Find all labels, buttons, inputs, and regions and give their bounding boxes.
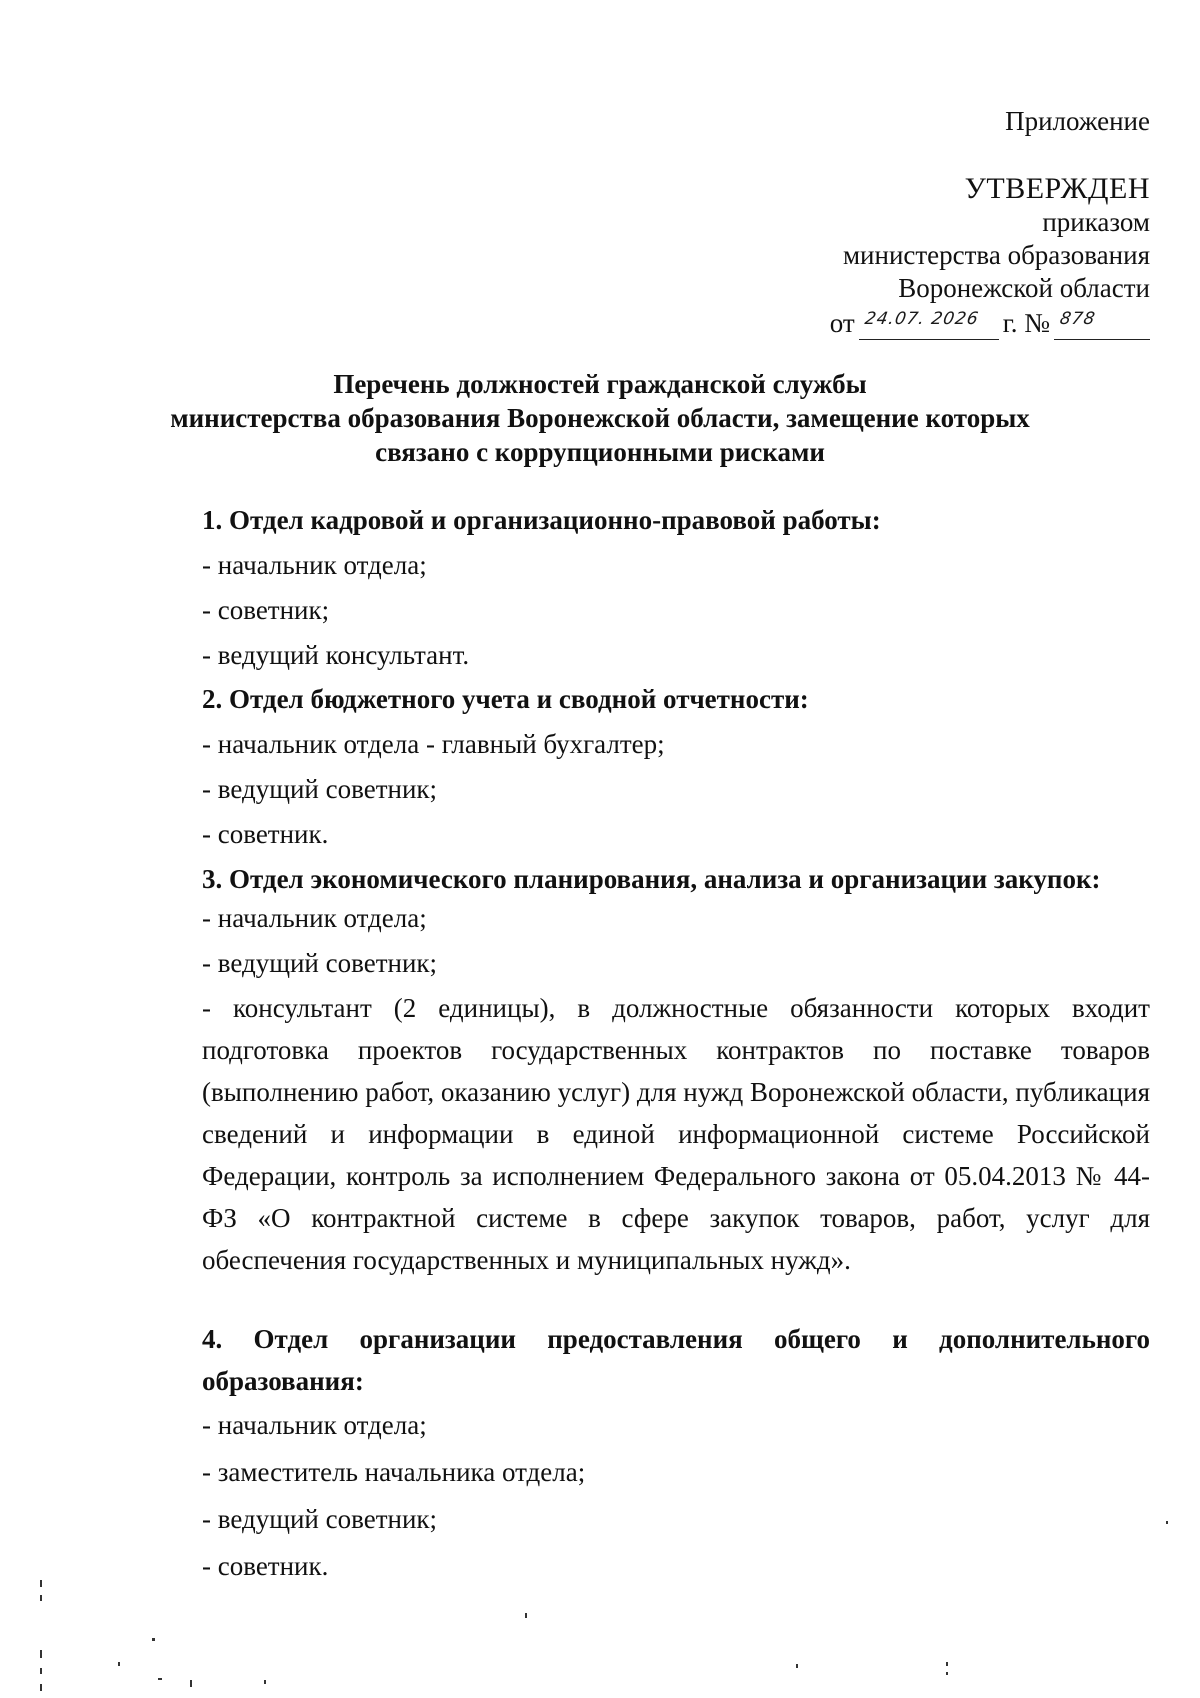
by-order-label: приказом bbox=[1042, 207, 1150, 237]
list-item: - советник. bbox=[202, 819, 329, 849]
order-from-prefix: от bbox=[829, 308, 855, 338]
scan-speck bbox=[152, 1638, 155, 1641]
scan-speck bbox=[525, 1613, 527, 1618]
order-number-handwritten: 878 bbox=[1058, 309, 1098, 329]
list-item: - советник. bbox=[202, 1551, 329, 1581]
title-line-1: Перечень должностей гражданской службы bbox=[333, 369, 867, 399]
section-2 bbox=[202, 682, 1150, 852]
approved-label: УТВЕРЖДЕН bbox=[964, 172, 1150, 205]
list-item: - ведущий советник; bbox=[202, 1504, 438, 1534]
scan-speck bbox=[158, 1678, 162, 1680]
scan-speck bbox=[40, 1684, 42, 1691]
ministry-label: министерства образования bbox=[842, 240, 1150, 270]
region-label: Воронежской области bbox=[898, 273, 1150, 303]
scan-speck bbox=[118, 1662, 120, 1666]
section-1 bbox=[202, 502, 1150, 673]
order-number-field bbox=[1054, 309, 1150, 340]
title-line-3: связано с коррупционными рисками bbox=[375, 437, 825, 467]
order-number-prefix: г. № bbox=[1002, 308, 1050, 338]
scan-speck bbox=[40, 1668, 42, 1674]
scan-speck bbox=[946, 1662, 948, 1666]
document-title bbox=[150, 367, 1050, 469]
scan-speck bbox=[946, 1672, 948, 1675]
list-item: - ведущий советник; bbox=[202, 774, 438, 804]
list-item: - ведущий советник; bbox=[202, 948, 438, 978]
list-item: - начальник отдела - главный бухгалтер; bbox=[202, 729, 665, 759]
scan-speck bbox=[190, 1680, 192, 1687]
section-heading: 4. Отдел организации предоставления общего и дополнительного образования: bbox=[202, 1324, 1150, 1396]
list-item: - ведущий консультант. bbox=[202, 640, 470, 670]
section-3 bbox=[202, 862, 1150, 1281]
order-date-field bbox=[859, 309, 999, 340]
appendix-label: Приложение bbox=[1005, 106, 1150, 136]
title-line-2: министерства образования Воронежской области, замещение которых bbox=[170, 403, 1030, 433]
list-item: - начальник отдела; bbox=[202, 1410, 427, 1440]
order-line bbox=[830, 306, 1150, 340]
list-item: - заместитель начальника отдела; bbox=[202, 1457, 586, 1487]
list-item: - начальник отдела; bbox=[202, 903, 427, 933]
scan-speck bbox=[40, 1595, 42, 1601]
scan-speck bbox=[1166, 1521, 1168, 1524]
order-date-handwritten: 24.07. 2026 bbox=[862, 309, 981, 329]
scan-speck bbox=[264, 1680, 266, 1684]
list-item: - начальник отдела; bbox=[202, 550, 427, 580]
scan-speck bbox=[40, 1650, 42, 1658]
scan-speck bbox=[796, 1664, 798, 1668]
scan-speck bbox=[40, 1580, 42, 1587]
section-heading: 1. Отдел кадровой и организационно-правовой работы: bbox=[202, 505, 881, 535]
list-item: - консультант (2 единицы), в должностные обязанности которых входит подготовка проектов государственных контрактов по поставке товаров (выполнению работ, оказанию услуг) для нужд Воронежской области, публикация сведений и информации в единой информационной системе Российской Федерации, контроль за исполнением Федерального закона от 05.04.2013 № 44-ФЗ «О контрактной системе в сфере закупок товаров, работ, услуг для обеспечения государственных и муниципальных нужд». bbox=[202, 993, 1150, 1275]
section-heading: 2. Отдел бюджетного учета и сводной отчетности: bbox=[202, 684, 809, 714]
list-item: - советник; bbox=[202, 595, 330, 625]
section-4 bbox=[202, 1318, 1150, 1584]
section-heading: 3. Отдел экономического планирования, анализа и организации закупок: bbox=[202, 864, 1101, 894]
approval-block bbox=[843, 172, 1150, 305]
